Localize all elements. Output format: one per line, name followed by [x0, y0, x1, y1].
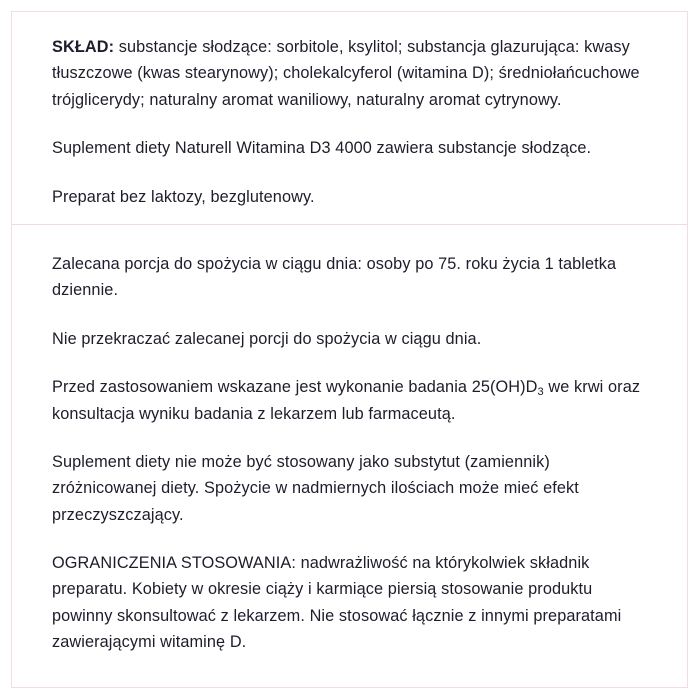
do-not-exceed-paragraph: Nie przekraczać zalecanej porcji do spożycia w ciągu dnia.: [52, 329, 482, 348]
allergen-free-paragraph: Preparat bez laktozy, bezglutenowy.: [52, 187, 315, 206]
blood-test-text-pre: Przed zastosowaniem wskazane jest wykonanie badania 25(OH)D: [52, 378, 538, 397]
vitamin-d3-subscript: 3: [537, 386, 544, 399]
ingredients-body-text: substancje słodzące: sorbitole, ksylitol; substancja glazurująca: kwasy tłuszczowe (kwas stearynowy); cholekalcyferol (witamina D); średniołańcuchowe trójglicerydy; naturalny aromat waniliowy, naturalny aromat cytrynowy.: [52, 38, 640, 109]
blood-test-paragraph: [52, 374, 647, 427]
restrictions-body-text: nadwrażliwość na którykolwiek składnik preparatu. Kobiety w okresie ciąży i karmiące piersią stosowanie produktu powinny skonsultować z lekarzem. Nie stosować łącznie z innymi preparatami zawierającymi witaminę D.: [52, 554, 622, 652]
recommended-dose-paragraph: Zalecana porcja do spożycia w ciągu dnia: osoby po 75. roku życia 1 tabletka dziennie.: [52, 254, 617, 300]
ingredients-lead-label: SKŁAD:: [52, 38, 115, 56]
ingredients-section: [12, 12, 687, 224]
restrictions-lead-label: OGRANICZENIA STOSOWANIA:: [52, 554, 296, 573]
usage-section: [12, 225, 687, 656]
label-information-panel: [11, 11, 688, 688]
blood-test-text-post: we krwi oraz konsultacja wyniku badania z lekarzem lub farmaceutą.: [52, 378, 641, 423]
restrictions-paragraph: [52, 550, 647, 656]
ingredients-paragraph: [52, 34, 647, 113]
sweeteners-note-paragraph: Suplement diety Naturell Witamina D3 4000 zawiera substancje słodzące.: [52, 139, 592, 158]
not-substitute-paragraph: Suplement diety nie może być stosowany jako substytut (zamiennik) zróżnicowanej diety. Spożycie w nadmiernych ilościach może mieć efekt przeczyszczający.: [52, 452, 579, 524]
